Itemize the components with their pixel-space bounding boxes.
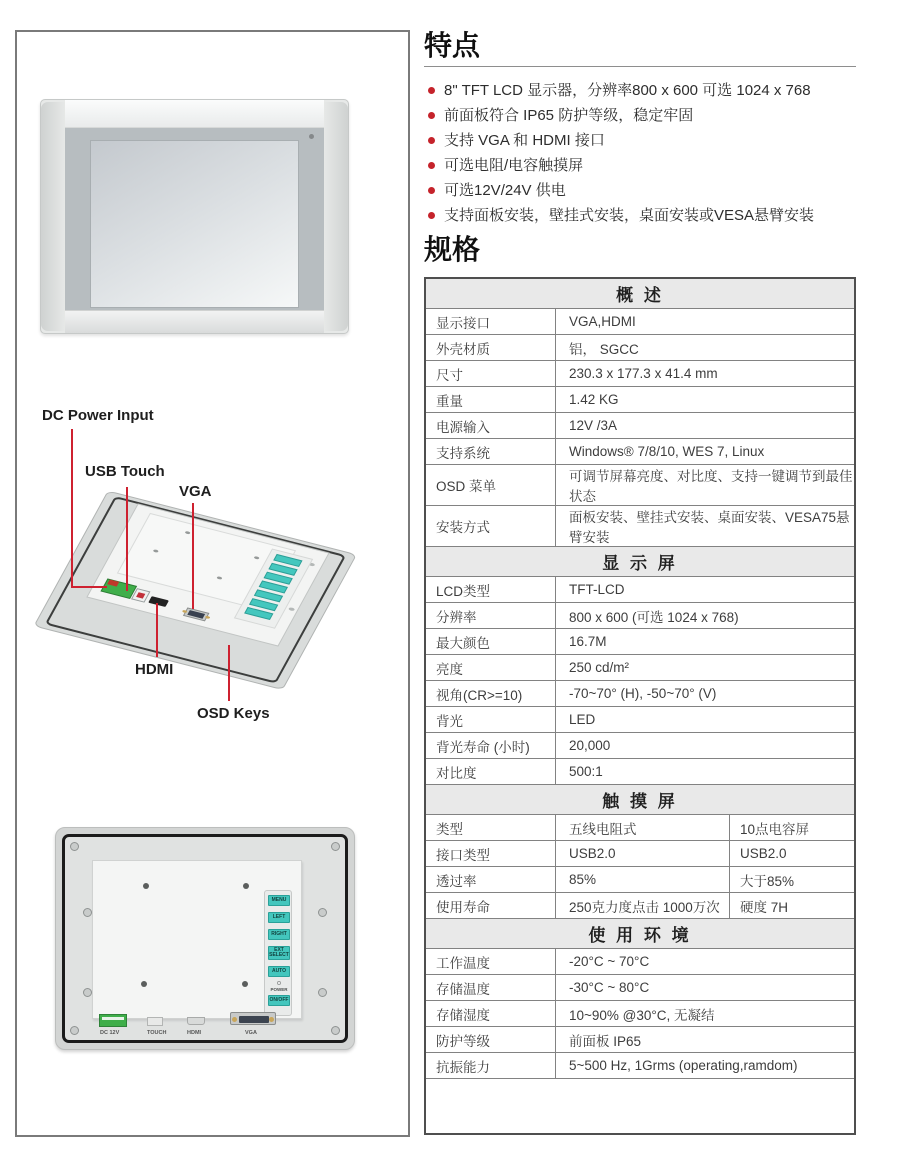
spec-row [426, 867, 854, 893]
osd-button-onoff: ON/OFF [268, 995, 290, 1006]
spec-row [426, 439, 854, 465]
screw-icon [83, 908, 92, 917]
vesa-hole [141, 981, 147, 987]
power-led-dot [309, 134, 314, 139]
feature-item [424, 103, 864, 128]
spec-row [426, 975, 854, 1001]
spec-row [426, 815, 854, 841]
spec-table-empty-area [426, 1079, 854, 1133]
section-header-display: 显 示 屏 [426, 547, 854, 577]
spec-label: 分辨率 [426, 603, 556, 628]
spec-value: 面板安装、壁挂式安装、桌面安装、VESA75悬臂安装 [569, 510, 850, 545]
spec-row [426, 759, 854, 785]
spec-label: 安装方式 [426, 506, 556, 546]
bullet-icon [428, 187, 435, 194]
spec-value: TFT-LCD [569, 582, 625, 597]
spec-row [426, 1001, 854, 1027]
feature-text: 支持 VGA 和 HDMI 接口 [444, 132, 605, 149]
osd-button-menu: MENU [268, 895, 290, 906]
spec-label: 视角(CR>=10) [426, 681, 556, 706]
spec-label: 尺寸 [426, 361, 556, 386]
power-led-icon [277, 981, 281, 985]
power-label: POWER [270, 987, 288, 992]
label-dc-power-input: DC Power Input [42, 407, 154, 424]
spec-label: 接口类型 [426, 841, 556, 866]
spec-value: 5~500 Hz, 1Grms (operating,ramdom) [569, 1058, 798, 1073]
spec-label: OSD 菜单 [426, 465, 556, 505]
feature-item [424, 153, 864, 178]
label-osd-keys: OSD Keys [197, 705, 270, 722]
spec-value-2: 10点电容屏 [729, 815, 854, 840]
bullet-icon [428, 162, 435, 169]
spec-row [426, 387, 854, 413]
spec-row [426, 681, 854, 707]
spec-row [426, 655, 854, 681]
spec-value: USB2.0 [569, 846, 616, 861]
spec-value: 230.3 x 177.3 x 41.4 mm [569, 366, 718, 381]
vga-screw-icon [232, 1017, 237, 1022]
monitor-screen [90, 140, 299, 308]
spec-value: -70~70° (H), -50~70° (V) [569, 686, 717, 701]
spec-value: 12V /3A [569, 418, 618, 433]
spec-row [426, 733, 854, 759]
monitor-back-view [17, 397, 412, 757]
screw-icon [70, 842, 79, 851]
spec-label: 抗振能力 [426, 1053, 556, 1078]
feature-text: 8" TFT LCD 显示器，分辨率800 x 600 可选 1024 x 768 [444, 82, 811, 99]
rear-dc-terminal [99, 1014, 127, 1027]
rear-touch-port [147, 1017, 163, 1026]
spec-label: 工作温度 [426, 949, 556, 974]
monitor-bottom-strip [65, 310, 324, 333]
spec-row [426, 603, 854, 629]
specs-title: 规格 [424, 234, 481, 265]
spec-value: 可调节屏幕亮度、对比度、支持一键调节到最佳状态 [569, 469, 853, 504]
screw-icon [70, 1026, 79, 1035]
rear-osd-button-strip [264, 890, 292, 1016]
screw-icon [331, 1026, 340, 1035]
spec-row [426, 707, 854, 733]
rear-hdmi-port [187, 1017, 205, 1025]
osd-button-left: LEFT [268, 912, 290, 923]
bullet-icon [428, 212, 435, 219]
features-title: 特点 [424, 30, 481, 61]
spec-label: 对比度 [426, 759, 556, 784]
spec-label: 重量 [426, 387, 556, 412]
spec-value: 五线电阻式 [569, 821, 637, 837]
spec-label: 存储湿度 [426, 1001, 556, 1026]
spec-value: 10~90% @30°C, 无凝结 [569, 1007, 715, 1023]
spec-label: 使用寿命 [426, 893, 556, 918]
label-vga: VGA [179, 483, 212, 500]
rear-port-label-touch: TOUCH [147, 1030, 167, 1036]
spec-label: 背光寿命 (小时) [426, 733, 556, 758]
feature-item [424, 178, 864, 203]
spec-row [426, 413, 854, 439]
spec-value: 250克力度点击 1000万次 [569, 899, 720, 915]
label-hdmi: HDMI [135, 661, 174, 678]
feature-item [424, 128, 864, 153]
feature-item [424, 78, 864, 103]
section-header-overview: 概 述 [426, 279, 854, 309]
spec-row [426, 841, 854, 867]
spec-row [426, 309, 854, 335]
osd-button-auto: AUTO [268, 966, 290, 977]
spec-value: -30°C ~ 80°C [569, 980, 650, 995]
vga-port-inner [239, 1016, 269, 1023]
spec-value: 800 x 600 (可选 1024 x 768) [569, 609, 739, 625]
spec-row [426, 949, 854, 975]
spec-label: 亮度 [426, 655, 556, 680]
spec-value-2: USB2.0 [729, 841, 854, 866]
vesa-hole [143, 883, 149, 889]
feature-item [424, 203, 864, 228]
spec-value: LED [569, 712, 596, 727]
feature-text: 可选12V/24V 供电 [444, 182, 566, 199]
rear-port-label-vga: VGA [245, 1030, 257, 1036]
features-divider [424, 66, 856, 67]
spec-label: 存储温度 [426, 975, 556, 1000]
vesa-hole [242, 981, 248, 987]
osd-button-right: RIGHT [268, 929, 290, 940]
osd-button-ext-select: EXT SELECT [269, 947, 289, 958]
spec-label: 类型 [426, 815, 556, 840]
spec-row [426, 577, 854, 603]
spec-row [426, 893, 854, 919]
feature-text: 前面板符合 IP65 防护等级，稳定牢固 [444, 107, 694, 124]
monitor-left-cap [41, 102, 65, 331]
bullet-icon [428, 87, 435, 94]
spec-value: Windows® 7/8/10, WES 7, Linux [569, 444, 765, 459]
spec-value: VGA,HDMI [569, 314, 636, 329]
label-usb-touch: USB Touch [85, 463, 165, 480]
bullet-icon [428, 137, 435, 144]
monitor-right-cap [324, 102, 348, 331]
bullet-icon [428, 112, 435, 119]
spec-row [426, 465, 854, 506]
spec-value: 20,000 [569, 738, 611, 753]
vga-screw-icon [269, 1017, 274, 1022]
spec-row [426, 506, 854, 547]
spec-value: 铝， SGCC [569, 341, 639, 357]
monitor-top-strip [65, 100, 324, 128]
rear-port-label-dc: DC 12V [100, 1030, 120, 1036]
spec-label: 显示接口 [426, 309, 556, 334]
monitor-back-diagram [17, 397, 412, 757]
section-header-environment: 使 用 环 境 [426, 919, 854, 949]
product-images-panel [15, 30, 410, 1137]
spec-value: 85% [569, 872, 597, 887]
spec-value: 250 cd/m² [569, 660, 630, 675]
spec-label: 背光 [426, 707, 556, 732]
screw-icon [318, 908, 327, 917]
spec-value: 16.7M [569, 634, 607, 649]
spec-label: 外壳材质 [426, 335, 556, 360]
features-list [424, 78, 864, 228]
monitor-rear-view [17, 782, 412, 1132]
monitor-front-body [40, 99, 349, 334]
spec-row [426, 1027, 854, 1053]
spec-value: -20°C ~ 70°C [569, 954, 650, 969]
screw-icon [318, 988, 327, 997]
spec-label: LCD类型 [426, 577, 556, 602]
spec-value: 前面板 IP65 [569, 1033, 642, 1049]
spec-value-2: 大于85% [729, 867, 854, 892]
feature-text: 可选电阻/电容触摸屏 [444, 157, 584, 174]
vesa-hole [243, 883, 249, 889]
spec-label: 支持系统 [426, 439, 556, 464]
spec-value: 500:1 [569, 764, 603, 779]
rear-port-label-hdmi: HDMI [187, 1030, 202, 1036]
screw-icon [83, 988, 92, 997]
section-header-touch: 触 摸 屏 [426, 785, 854, 815]
spec-label: 最大颜色 [426, 629, 556, 654]
spec-label: 防护等级 [426, 1027, 556, 1052]
spec-row [426, 335, 854, 361]
spec-value-2: 硬度 7H [729, 893, 854, 918]
spec-value: 1.42 KG [569, 392, 619, 407]
rear-vga-port [230, 1012, 276, 1025]
spec-row [426, 629, 854, 655]
screw-icon [331, 842, 340, 851]
spec-table [424, 277, 856, 1135]
spec-label: 透过率 [426, 867, 556, 892]
spec-row [426, 361, 854, 387]
feature-text: 支持面板安装，壁挂式安装，桌面安装或VESA悬臂安装 [444, 207, 815, 224]
spec-label: 电源输入 [426, 413, 556, 438]
monitor-front-view [17, 70, 412, 370]
spec-row [426, 1053, 854, 1079]
